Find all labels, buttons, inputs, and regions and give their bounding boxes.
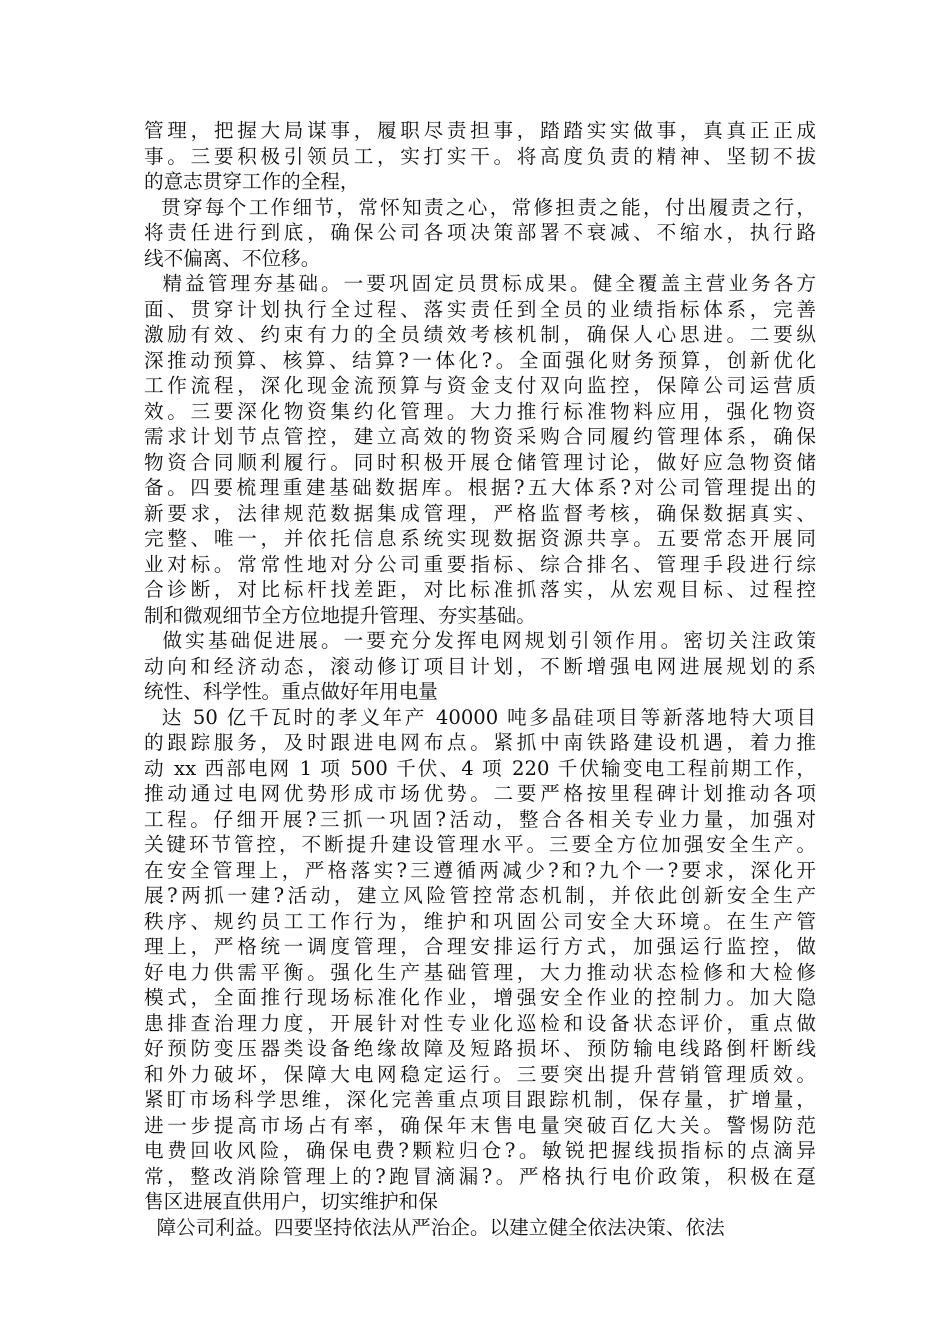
- text-line: 将责任进行到底，确保公司各项决策部署不衰减、不缩水，执行路: [144, 221, 816, 244]
- text-line: 关键环节管控，不断提升建设管理水平。三要全方位加强安全生产。: [144, 833, 816, 856]
- paragraph: [144, 1215, 816, 1241]
- text-line: 完整、唯一，并依托信息系统实现数据资源共享。五要常态开展同: [144, 527, 816, 550]
- text-line: 的跟踪服务，及时跟进电网布点。紧抓中南铁路建设机遇，着力推: [144, 731, 816, 754]
- text-line: 激励有效、约束有力的全员绩效考核机制，确保人心思进。二要纵: [144, 323, 816, 346]
- paragraph: [144, 628, 816, 705]
- paragraph: [144, 705, 816, 1215]
- text-line: 和外力破坏，保障大电网稳定运行。三要突出提升营销管理质效。: [144, 1062, 816, 1086]
- text-line: 新要求，法律规范数据集成管理，严格监督考核，确保数据真实、: [144, 501, 816, 525]
- text-line: 工程。仔细开展?三抓一巩固?活动，整合各相关专业力量，加强对: [144, 807, 816, 831]
- text-line: 理上，严格统一调度管理，合理安排运行方式，加强运行监控，做: [144, 935, 816, 958]
- text-line: 贯穿每个工作细节，常怀知责之心，常修担责之能，付出履责之行，: [144, 195, 816, 219]
- text-line: 模式，全面推行现场标准化作业，增强安全作业的控制力。加大隐: [144, 986, 816, 1009]
- text-line: 效。三要深化物资集约化管理。大力推行标准物料应用，强化物资: [144, 399, 816, 423]
- text-line: 常，整改消除管理上的?跑冒滴漏?。严格执行电价政策，积极在趸: [144, 1164, 816, 1188]
- paragraph: [144, 195, 816, 272]
- text-line: 推动通过电网优势形成市场优势。二要严格按里程碑计划推动各项: [144, 782, 816, 805]
- text-line: 制和微观细节全方位地提升管理、夯实基础。: [144, 603, 536, 627]
- text-line: 深推动预算、核算、结算?一体化?。全面强化财务预算，创新优化: [144, 348, 816, 372]
- text-line: 好电力供需平衡。强化生产基础管理，大力推动状态检修和大检修: [144, 960, 816, 984]
- text-line: 紧盯市场科学思维，深化完善重点项目跟踪机制，保存量，扩增量，: [144, 1088, 816, 1111]
- text-line: 面、贯穿计划执行全过程、落实责任到全员的业绩指标体系，完善: [144, 297, 816, 321]
- text-line: 动 xx 西部电网 1 项 500 千伏、4 项 220 千伏输变电工程前期工作，: [144, 756, 816, 780]
- text-line: 售区进展直供用户，切实维护和保: [144, 1190, 438, 1213]
- text-line: 电费回收风险，确保电费?颗粒归仓?。敏锐把握线损指标的点滴异: [144, 1139, 816, 1162]
- text-line: 精益管理夯基础。一要巩固定员贯标成果。健全覆盖主营业务各方: [144, 272, 816, 295]
- text-line: 患排查治理力度，开展针对性专业化巡检和设备状态评价，重点做: [144, 1011, 816, 1035]
- paragraph: [144, 271, 816, 628]
- text-line: 达 50 亿千瓦时的孝义年产 40000 吨多晶硅项目等新落地特大项目: [144, 705, 816, 729]
- text-line: 障公司利益。四要坚持依法从严治企。以建立健全依法决策、依法: [144, 1215, 725, 1239]
- document-body: [144, 118, 816, 1240]
- text-line: 线不偏离、不位移。: [144, 246, 321, 270]
- text-line: 动向和经济动态，滚动修订项目计划，不断增强电网进展规划的系: [144, 654, 816, 678]
- text-line: 统性、科学性。重点做好年用电量: [144, 680, 438, 703]
- text-line: 物资合同顺利履行。同时积极开展仓储管理讨论，做好应急物资储: [144, 450, 816, 474]
- text-line: 事。三要积极引领员工，实打实干。将高度负责的精神、坚韧不拔: [144, 144, 816, 168]
- text-line: 做实基础促进展。一要充分发挥电网规划引领作用。密切关注政策: [144, 629, 816, 652]
- text-line: 好预防变压器类设备绝缘故障及短路损坏、预防输电线路倒杆断线: [144, 1037, 816, 1060]
- text-line: 的意志贯穿工作的全程，: [144, 170, 360, 193]
- text-line: 管理，把握大局谋事，履职尽责担事，踏踏实实做事，真真正正成: [144, 119, 816, 142]
- text-line: 业对标。常常性地对分公司重要指标、综合排名、管理手段进行综: [144, 552, 816, 576]
- text-line: 需求计划节点管控，建立高效的物资采购合同履约管理体系，确保: [144, 425, 816, 448]
- text-line: 展?两抓一建?活动，建立风险管控常态机制，并依此创新安全生产: [144, 884, 816, 907]
- text-line: 合诊断，对比标杆找差距，对比标准抓落实，从宏观目标、过程控: [144, 578, 816, 601]
- text-line: 秩序、规约员工工作行为，维护和巩固公司安全大环境。在生产管: [144, 909, 816, 933]
- text-line: 进一步提高市场占有率，确保年末售电量突破百亿大关。警惕防范: [144, 1113, 816, 1137]
- text-line: 在安全管理上，严格落实?三遵循两减少?和?九个一?要求，深化开: [144, 858, 816, 882]
- text-line: 备。四要梳理重建基础数据库。根据?五大体系?对公司管理提出的: [144, 476, 816, 499]
- text-line: 工作流程，深化现金流预算与资金支付双向监控，保障公司运营质: [144, 374, 816, 397]
- paragraph: [144, 118, 816, 195]
